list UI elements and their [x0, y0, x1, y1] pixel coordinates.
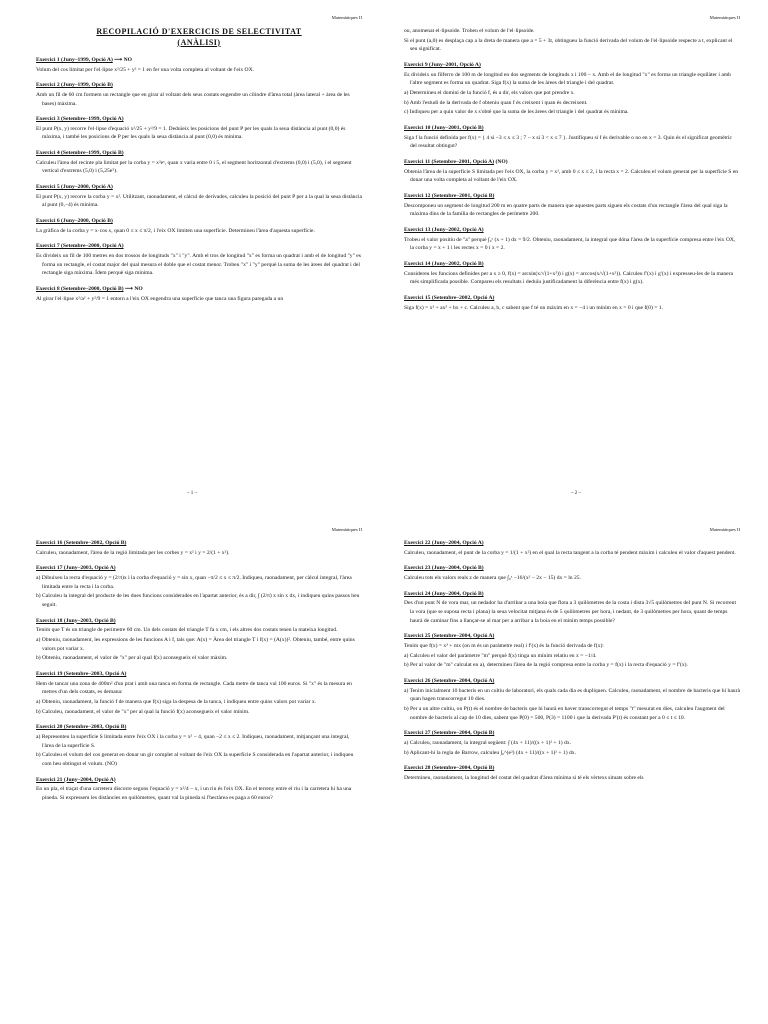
exercise	[36, 670, 362, 716]
exercise-text: a) Calculeu, raonadament, la integral següent: ∫ (4x + 11)/((x + 1)² + 1) dx.	[404, 739, 572, 746]
exercise-heading: Exercici 27 (Setembre–2004, Opció B)	[404, 730, 495, 737]
page-header: Matemàtiques II	[331, 527, 362, 532]
exercise-heading-line	[404, 539, 740, 548]
exercise-text: Tenim que T és un triangle de perímetre 60 cm. Un dels costats del triangle T fa x cm, i els altres dos costats tenen la mateixa longitud.	[36, 627, 338, 634]
exercise-heading: Exercici 20 (Setembre–2003, Opció B)	[36, 724, 127, 731]
exercise-body	[36, 252, 362, 278]
exercise	[404, 192, 740, 219]
exercise-heading: Exercici 26 (Setembre–2004, Opció A)	[404, 677, 495, 684]
exercise-heading-line	[404, 226, 740, 235]
exercise-body	[36, 125, 362, 142]
exercise-text: El punt P(x, y) recorre l'el·lipse d'equació x²/25 + y²/9 = 1. Deduïeix les posicions del punt P per les quals la seua distància al punt (0,0) és màxima, i també les posicions de P per les quals la seua distància al punt (0,0) és mínima.	[36, 125, 346, 141]
exercise-heading: Exercici 3 (Setembre–1999, Opció A)	[36, 116, 124, 123]
exercise-body	[404, 202, 740, 219]
exercise-heading: Exercici 10 (Juny–2001, Opció B)	[404, 125, 484, 132]
exercise-heading-line	[404, 590, 740, 599]
exercise-text: b) Calculeu el volum del cos generat en donar un gir complet al voltant de l'eix OX la superfície S considerada en l'apartat anterior, i indiqueu com heu obtingut el volum. (NO)	[36, 752, 354, 767]
exercise-heading: Exercici 16 (Setembre–2002, Opció B)	[36, 540, 127, 547]
exercise-text: b) Per a un altre cultiu, on P(t) és el nombre de bacteris que hi haurà en haver transcorregut el temps "t" mesurat en dies, calculeu l'augment del nombre de bacteris al cap de 10 dies, sabent que P(0) = 500, P(3) = 1100 i que la derivada P′(t) és constant per a 0 ≤ t ≤ 10.	[404, 705, 725, 721]
exercise	[404, 158, 740, 185]
exercise-heading-line	[36, 242, 362, 251]
exercise-text: Calculeu l'àrea del recinte pla limitat per la corba y = x²eˣ, quan x varia entre 0 i 5, el segment horitzontal d'extrems (0,0) i (5,0), i el segment vertical d'extrems (5,0) i (5,25e⁵).	[36, 159, 352, 175]
exercise-body	[36, 227, 362, 236]
exercise-text: Calculeu, raonadament, el punt de la corba y = 1/(1 + x²) en el qual la recta tangent a la corba té pendent màxim i calculeu el valor d'aquest pendent.	[404, 549, 736, 556]
page-header: Matemàtiques II	[331, 15, 362, 20]
exercise-text: Tenim que f(x) = x³ + mx (on m és un paràmetre real) i f′(x) és la funció derivada de f(x):	[404, 643, 604, 650]
exercise-text: b) Aplicant-hi la regla de Barrow, calculeu ∫₀^(e²) (4x + 11)/((x + 1)² + 1) dx.	[404, 749, 576, 756]
exercise-text: Calculeu, raonadament, l'àrea de la regió limitada per les corbes y = x² i y = 2/(1 + x²).	[36, 549, 230, 556]
exercise-text: a) Obteniu, raonadament, les expressions de les funcions A i f, tals que: A(x) = Àrea del triangle T i f(x) = (A(x))². Obteniu, també, entre quins valors pot variar x.	[36, 637, 355, 652]
exercise	[36, 81, 362, 108]
exercise-body	[36, 91, 362, 108]
exercise-text: Considereu les funcions definides per a x ≥ 0, f(x) = arcsin(x/√(1+x²)) i g(x) = arccos(x/√(1+x²)). Calculeu f′(x) i g′(x) i expresseu-les de la manera més simplificada possible. Compareu els resultats i deduïu justificadament la diferència entre f(x) i g(x).	[404, 270, 733, 286]
exercise	[404, 677, 740, 722]
document-title-line1: RECOPILACIÓ D'EXERCICIS DE SELECTIVITAT	[96, 27, 302, 37]
page-2	[384, 0, 768, 512]
exercise-heading-line	[404, 677, 740, 686]
exercise	[36, 242, 362, 278]
exercise-heading: Exercici 9 (Juny–2001, Opció A)	[404, 62, 481, 69]
exercise-text: b) Per al valor de "m" calculat en a), determineu l'àrea de la regió compresa entre la corba y = f(x) i la recta d'equació y = f′(x).	[404, 662, 688, 669]
exercise	[36, 776, 362, 803]
exercise	[404, 294, 740, 312]
exercise-text: Calculeu tots els valors reals z de manera que ∫₀ᶻ −16/(x² − 2x − 15) dx = ln 25.	[404, 575, 581, 582]
exercise	[404, 226, 740, 253]
exercise-heading-line	[36, 115, 362, 124]
exercise-heading: Exercici 24 (Juny–2004, Opció B)	[404, 590, 484, 597]
document-title	[36, 27, 362, 48]
exercise-heading-line	[404, 61, 740, 70]
exercise-text: a) Obteniu, raonadament, la funció f de manera que f(x) siga la despesa de la tanca, i indiqueu entre quins valors pot variar x.	[36, 698, 317, 705]
exercise-text: a) Dibuixeu la recta d'equació y = (2/π)x i la corba d'equació y = sin x, quan −π/2 ≤ x ≤ π/2. Indiqueu, raonadament, per càlcul integral, l'àrea limitada entre la recta i la corba.	[36, 575, 352, 590]
exercise-text: b) Obteniu, raonadament, el valor de "x" per al qual f(x) aconsegueix el valor màxim.	[36, 655, 228, 662]
exercise-heading: Exercici 13 (Juny–2002, Opció A)	[404, 226, 484, 233]
exercise	[404, 539, 740, 557]
exercise-text: Obtenia l'àrea de la superfície S limitada per l'eix OX, la corba y = x², amb 0 ≤ x ≤ 2, i la recta x = 2. Calculeu el volum generat per la superfície S en donar una volta completa al voltant de l'eix OX.	[404, 168, 739, 184]
exercise-body	[36, 733, 362, 769]
exercise-body	[36, 295, 362, 304]
exercise	[36, 539, 362, 557]
exercise-text: b) Calculeu la integral del producte de les dues funcions considerades en l'apartat anterior, és a dir, ∫ (2/π) x sin x dx, i indiqueu quins passos heu seguit.	[36, 593, 360, 609]
exercise-heading-line	[36, 670, 362, 679]
exercise-body	[404, 774, 740, 783]
exercise-text: Volum del cos limitat per l'el·lipse x²/25 + y² = 1 en fer una volta completa al voltant de l'eix OX.	[36, 66, 255, 73]
exercise	[36, 183, 362, 210]
exercise-heading: Exercici 8 (Setembre–2000, Opció B)	[36, 286, 124, 293]
exercise-heading-line	[36, 217, 362, 226]
exercise	[36, 617, 362, 663]
exercise	[404, 124, 740, 151]
exercise-text: Hem de tancar una zona de 400m² d'un prat i amb una tanca en forma de rectangle. Cada metre de tanca val 100 euros. Si "x" és la mesura en metres d'un dels costats, es demana:	[36, 680, 352, 696]
exercise	[36, 564, 362, 609]
exercise-heading: Exercici 21 (Juny–2004, Opció A)	[36, 776, 116, 783]
page-header: Matemàtiques II	[709, 15, 740, 20]
exercise-text: En un pla, el traçat d'una carretera discorre segons l'equació y = x²/4 − x, i un riu és l'eix OX. En el terreny entre el riu i la carretera hi ha una pineda. Si expressem les distàncies en quilòmetres, quant val la pineda si l'hectàrea es paga a 60 euros?	[36, 786, 352, 801]
exercise-heading-line	[36, 539, 362, 548]
exercise-body	[36, 626, 362, 663]
document-title-line2: (ANÀLISI)	[177, 37, 221, 47]
exercise-heading: Exercici 2 (Juny–1999, Opció B)	[36, 82, 113, 89]
exercise-heading: Exercici 28 (Setembre–2004, Opció B)	[404, 765, 495, 772]
page-4	[384, 512, 768, 1024]
exercise-heading-line	[404, 124, 740, 133]
exercise-text: c) Indiqueu per a quin valor de x s'obté que la suma de les àrees del triangle i del quadrat és mínima.	[404, 109, 629, 116]
exercise-text: Trobeu el valor positiu de "a" perquè ∫₀ᵃ (x + 1) dx = 9/2. Obteniu, raonadament, la integral que dóna l'àrea de la superfície compresa entre l'eix OX, la corba y = x + 1 i les rectes x = 0 i x = 2.	[404, 236, 736, 252]
exercise-body	[404, 134, 740, 151]
exercise-text: ou, anomenat el·lipsoide. Trobeu el volum de l'el·lipsoide.	[404, 28, 535, 35]
exercise-body	[36, 785, 362, 802]
exercise-heading-line	[36, 56, 362, 65]
exercise	[36, 285, 362, 303]
exercise-heading-line	[36, 149, 362, 158]
exercise-heading: Exercici 17 (Juny–2003, Opció A)	[36, 565, 116, 572]
exercise-note: ⟶ NO	[112, 56, 133, 63]
exercise-heading: Exercici 5 (Juny–2000, Opció A)	[36, 184, 113, 191]
exercise-body	[404, 549, 740, 558]
exercise	[404, 729, 740, 757]
exercise-heading-line	[404, 729, 740, 738]
exercise-heading-line	[36, 285, 362, 294]
exercise-heading: Exercici 1 (Juny–1999, Opció A)	[36, 56, 113, 63]
exercise-list	[404, 539, 740, 782]
exercise-body	[404, 168, 740, 185]
exercise-heading-line	[36, 776, 362, 785]
page-header: Matemàtiques II	[709, 527, 740, 532]
exercise-heading: Exercici 14 (Juny–2002, Opció B)	[404, 260, 484, 267]
exercise-text: Es divideix un fil de 100 metres en dos trossos de longituds "x" i "y". Amb el tros de longitud "x" es forma un quadrat i amb el de longitud "y" es forma un rectangle, el costat major del qual mesura el doble que el costat menor. Trobeu "x" i "y" perquè la suma de les àrees del quadrat i del rectangle siga màxima. Ídem perquè siga mínima.	[36, 253, 361, 277]
exercise-heading: Exercici 12 (Setembre–2001, Opció B)	[404, 192, 495, 199]
exercise-text: Des d'un punt N de vora mar, un nedador ha d'arribar a una boia que flota a 3 quilòmetres de la costa i dista 3√5 quilòmetres del punt N. Si recorrent la vora (que se suposa recta i plana) la seua velocitat mitjana és de 5 quilòmetres per hora, i nedant, de 3 quilòmetres per hora, quant de temps haurà de caminar fins a llançar-se al mar per a arribar a la boia en el mínim temps possible?	[404, 600, 736, 624]
exercise-body	[404, 642, 740, 670]
exercise-text: b) Amb l'estudi de la derivada de f obteniu quan f és creixent i quan és decreixent.	[404, 99, 588, 106]
exercise-heading-line	[404, 192, 740, 201]
exercise-body	[404, 270, 740, 287]
exercise	[404, 590, 740, 626]
exercise	[404, 27, 740, 54]
exercise-text: b) Calculeu, raonadament, el valor de "x" per al qual la funció f(x) aconsegueix el valor mínim.	[36, 708, 250, 715]
exercise-heading: Exercici 23 (Juny–2004, Opció B)	[404, 565, 484, 572]
exercise-heading-line	[36, 723, 362, 732]
exercise-text: Descomponeu un segment de longitud 200 m en quatre parts de manera que aquestes parts siguen els costats d'un rectangle l'àrea del qual siga la màxima dins de la família de rectangles de perímetre 200.	[404, 202, 728, 218]
exercise-note: ⟶ NO	[123, 286, 143, 293]
exercise	[36, 149, 362, 176]
exercise-text: Siga f(x) = x³ + ax² + bx + c. Calculeu a, b, c sabent que f té un màxim en x = −4 i un mínim en x = 0 i que f(0) = 1.	[404, 304, 663, 311]
exercise-body	[36, 574, 362, 610]
exercise-heading-line	[404, 158, 740, 167]
exercise	[36, 115, 362, 142]
exercise	[36, 217, 362, 235]
exercise-text: La gràfica de la corba y = x·cos x, quan 0 ≤ x ≤ π/2, i l'eix OX limiten una superfície. Determineu l'àrea d'aquesta superfície.	[36, 227, 315, 234]
exercise-body	[404, 574, 740, 583]
exercise-heading-line	[36, 81, 362, 90]
exercise-heading-line	[404, 632, 740, 641]
exercise-text: a) Determineu el domini de la funció f, és a dir, els valors que pot prendre x.	[404, 90, 575, 97]
exercise-heading-line	[36, 183, 362, 192]
exercise-text: a) Representeu la superfície S limitada entre l'eix OX i la corba y = x² − 4, quan −2 ≤ x ≤ 2. Indiqueu, raonadament, mitjançant una integral, l'àrea de la superfície S.	[36, 733, 350, 749]
exercise-body	[36, 680, 362, 717]
page-footer: – 2 –	[571, 491, 581, 497]
exercise-heading: Exercici 7 (Setembre–2000, Opció A)	[36, 243, 124, 250]
exercise-body	[36, 66, 362, 75]
exercise	[404, 764, 740, 782]
exercise	[404, 564, 740, 582]
exercise-heading-line	[36, 564, 362, 573]
exercise-text: El punt P(x, y) recorre la corba y = x². Utilitzant, raonadament, el càlcul de derivades, calculeu la posició del punt P per a la qual la seua distància al punt (0,−4) és mínima.	[36, 193, 362, 209]
exercise-heading-line	[404, 764, 740, 773]
exercise-text: a) Tenim inicialment 10 bacteris en un cultiu de laboratori, els quals cada dia es dupliquen. Calculeu, raonadament, el nombre de bacteris que hi haurà quan hagen transcorregut 10 dies.	[404, 687, 740, 703]
exercise-heading: Exercici 6 (Juny–2000, Opció B)	[36, 218, 113, 225]
exercise-text: Determineu, raonadament, la longitud del costat del quadrat d'àrea mínima si té els vèrtexs situats sobre els	[404, 774, 644, 781]
exercise-heading: Exercici 15 (Setembre–2002, Opció A)	[404, 294, 495, 301]
exercise-heading-line	[404, 564, 740, 573]
page-1	[0, 0, 384, 512]
exercise-heading: Exercici 11 (Setembre–2001, Opció A)	[404, 158, 495, 165]
exercise-body	[404, 304, 740, 313]
exercise-body	[36, 549, 362, 558]
exercise-text: a) Calculeu el valor del paràmetre "m" perquè f(x) tinga un mínim relatiu en x = −1/4.	[404, 652, 597, 659]
exercise-heading: Exercici 18 (Juny–2003, Opció B)	[36, 617, 116, 624]
page-footer: – 1 –	[187, 491, 197, 497]
exercise-body	[36, 159, 362, 176]
exercise-list	[36, 56, 362, 303]
exercise-body	[404, 599, 740, 625]
exercise-heading-line	[404, 260, 740, 269]
exercise-heading: Exercici 4 (Setembre–1999, Opció B)	[36, 150, 124, 157]
exercise-body	[36, 193, 362, 210]
exercise	[404, 61, 740, 117]
exercise	[36, 723, 362, 768]
exercise	[36, 56, 362, 74]
exercise-text: Es divideix un filferro de 100 m de longitud en dos segments de longituds x i 100 − x. Amb el de longitud "x" es forma un triangle equilàter i amb l'altre segment es forma un quadrat. Siga f(x) la suma de les àrees del triangle i del quadrat.	[404, 71, 731, 87]
exercise-note: (NO)	[494, 158, 508, 165]
exercise-text: Si el punt (a,0) es desplaça cap a la dreta de manera que a = 5 + 3t, obtingueu la funció derivada del volum de l'el·lipsoide respecte a t, explicant el seu significat.	[404, 37, 733, 53]
exercise-heading-line	[404, 294, 740, 303]
exercise-heading: Exercici 19 (Setembre–2003, Opció A)	[36, 670, 127, 677]
exercise-heading-line	[36, 617, 362, 626]
exercise-body	[404, 739, 740, 757]
exercise-body	[404, 236, 740, 253]
exercise-heading: Exercici 22 (Juny–2004, Opció A)	[404, 540, 484, 547]
exercise-text: Amb un fil de 60 cm formem un rectangle que en girar al voltant dels seus costats engendre un cilindre d'àrea total (àrea lateral + àrea de les bases) màxima.	[36, 91, 350, 107]
exercise-body	[404, 27, 740, 54]
exercise-body	[404, 71, 740, 117]
exercise-text: Siga f la funció definida per f(x) = { 4 si −3 ≤ x ≤ 3 ; 7 − x si 3 < x ≤ 7 }. Justifiqueu si f és derivable o no en x = 3. Quin és el significat geomètric del resultat obtingut?	[404, 134, 733, 150]
exercise-list	[36, 539, 362, 802]
exercise	[404, 632, 740, 670]
exercise-body	[404, 687, 740, 723]
exercise-heading: Exercici 25 (Setembre–2004, Opció A)	[404, 633, 495, 640]
exercise	[404, 260, 740, 287]
exercise-text: Al girar l'el·lipse x²/a² + y²/9 = 1 entorn a l'eix OX engendra una superfície que tanca una figura paregada a un	[36, 295, 284, 302]
exercise-list	[404, 27, 740, 312]
page-3	[0, 512, 384, 1024]
